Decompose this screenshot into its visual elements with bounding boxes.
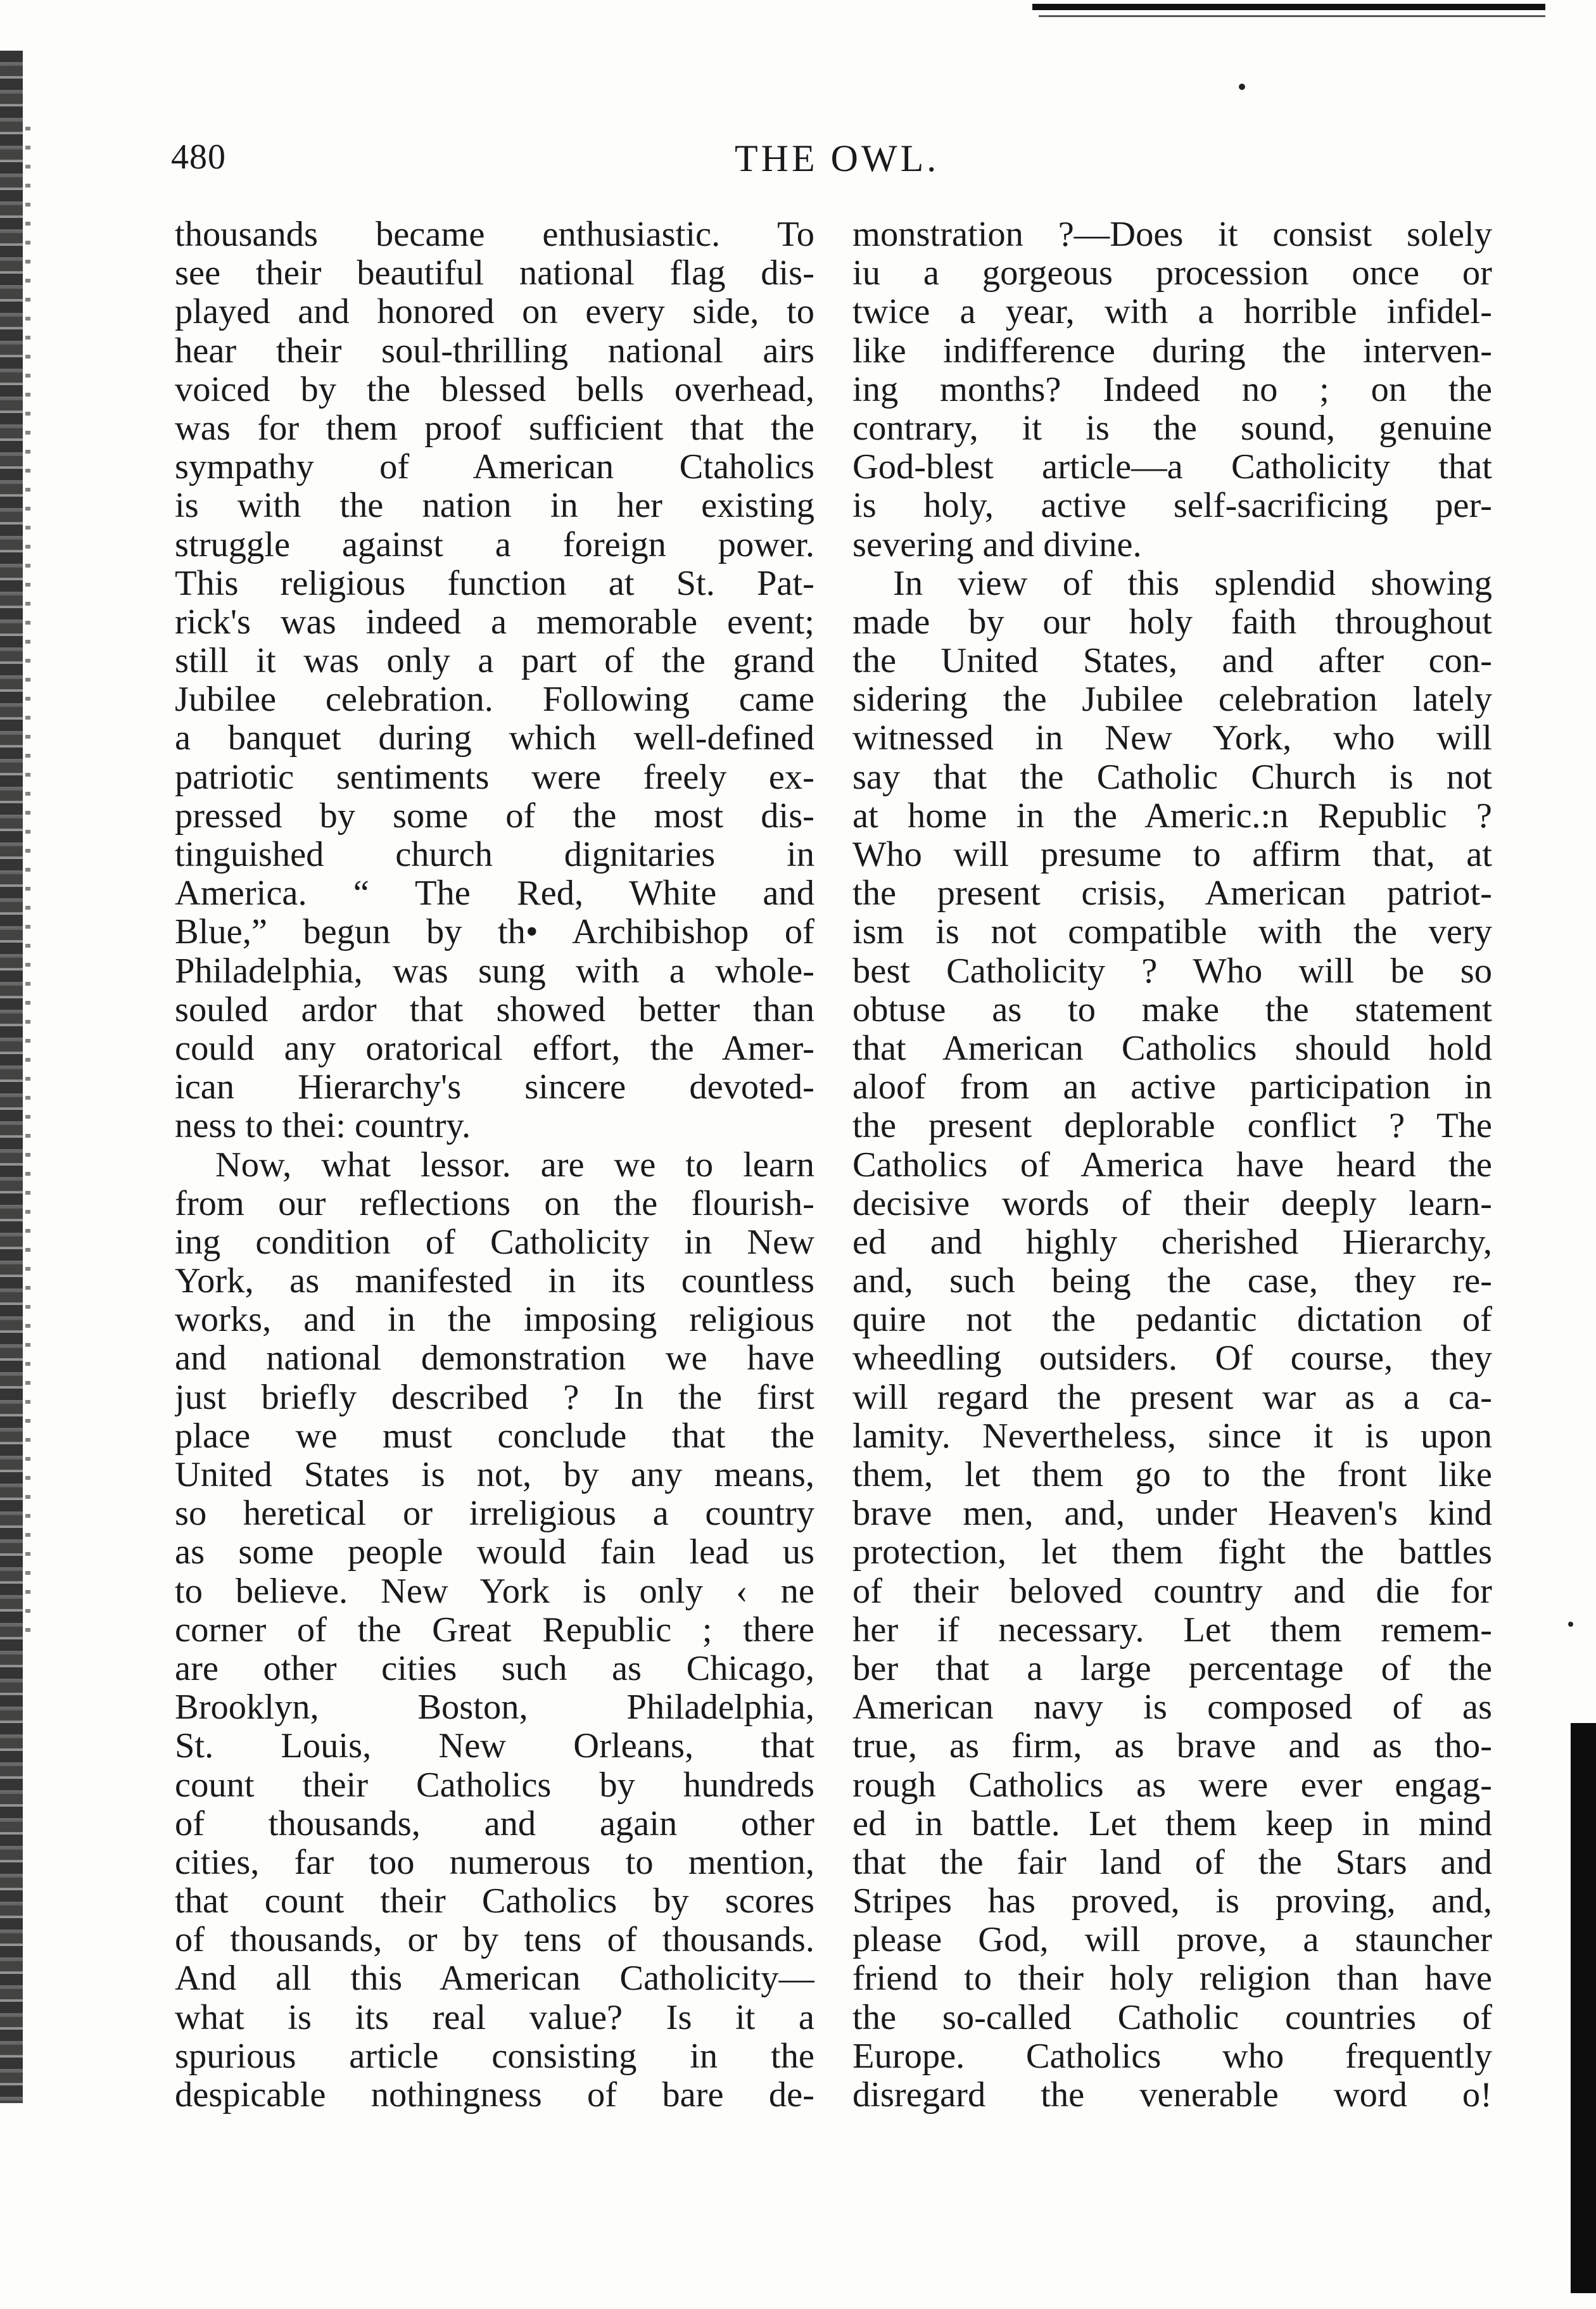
text-line: hear their soul-thrilling national airs <box>175 331 814 371</box>
text-line-paragraph-start: In view of this splendid showing <box>893 564 1492 603</box>
scan-left-edge-marks <box>25 127 30 1647</box>
text-line: ism is not compatible with the very <box>852 913 1492 952</box>
text-line: quire not the pedantic dictation of <box>852 1301 1492 1340</box>
text-line: decisive words of their deeply learn- <box>852 1184 1492 1223</box>
text-line: made by our holy faith throughout <box>852 602 1492 642</box>
text-line-paragraph-start: Now, what lessor. are we to learn <box>215 1145 814 1185</box>
text-line: pressed by some of the most dis- <box>175 796 814 836</box>
text-line: that the fair land of the Stars and <box>852 1843 1492 1882</box>
text-line: Stripes has proved, is proving, and, <box>852 1882 1492 1921</box>
text-line: disregard the venerable word o! <box>852 2076 1492 2115</box>
text-line: could any oratorical effort, the Amer- <box>175 1029 814 1068</box>
text-line: see their beautiful national flag dis- <box>175 254 814 293</box>
text-line: patriotic sentiments were freely ex- <box>175 758 814 797</box>
running-head: THE OWL. <box>735 137 940 179</box>
text-line: monstration ?—Does it consist solely <box>852 215 1492 254</box>
scan-speck <box>1568 1622 1573 1627</box>
text-line: obtuse as to make the statement <box>852 990 1492 1029</box>
text-line: was for them proof sufficient that the <box>175 409 814 448</box>
text-line: Europe. Catholics who frequently <box>852 2037 1492 2076</box>
text-line: corner of the Great Republic ; there <box>175 1610 814 1650</box>
text-line: And all this American Catholicity— <box>175 1959 814 1999</box>
text-line: at home in the Americ.:n Republic ? <box>852 796 1492 836</box>
text-line: say that the Catholic Church is not <box>852 758 1492 797</box>
text-line: voiced by the blessed bells overhead, <box>175 370 814 409</box>
page-number: 480 <box>171 137 226 177</box>
text-line: please God, will prove, a stauncher <box>852 1921 1492 1960</box>
text-line: the present deplorable conflict ? The <box>852 1107 1492 1146</box>
text-line: cities, far too numerous to mention, <box>175 1843 814 1882</box>
text-line: This religious function at St. Pat- <box>175 564 814 603</box>
text-line-paragraph-end: ness to thei: country. <box>175 1107 471 1146</box>
text-line: iu a gorgeous procession once or <box>852 254 1492 293</box>
text-line: like indifference during the interven- <box>852 331 1492 371</box>
text-line: struggle against a foreign power. <box>175 525 814 564</box>
text-line: ber that a large percentage of the <box>852 1649 1492 1688</box>
scan-left-edge-shadow <box>0 51 23 2103</box>
text-line: the present crisis, American patriot- <box>852 874 1492 913</box>
text-line: still it was only a part of the grand <box>175 642 814 681</box>
text-line: Catholics of America have heard the <box>852 1145 1492 1185</box>
text-line: works, and in the imposing religious <box>175 1301 814 1340</box>
text-line: is with the nation in her existing <box>175 487 814 526</box>
scan-right-edge-shadow <box>1571 1723 1596 2293</box>
text-line: true, as firm, as brave and as tho- <box>852 1727 1492 1766</box>
text-line: Blue,” begun by th• Archibishop of <box>175 913 814 952</box>
text-line: rick's was indeed a memorable event; <box>175 602 814 642</box>
text-line: what is its real value? Is it a <box>175 1998 814 2037</box>
text-line: played and honored on every side, to <box>175 293 814 332</box>
text-line: and, such being the case, they re- <box>852 1262 1492 1301</box>
text-line: friend to their holy religion than have <box>852 1959 1492 1999</box>
text-line: America. “ The Red, White and <box>175 874 814 913</box>
text-line: witnessed in New York, who will <box>852 719 1492 758</box>
text-line: them, let them go to the front like <box>852 1456 1492 1494</box>
text-line: so heretical or irreligious a country <box>175 1494 814 1534</box>
text-line: Who will presume to affirm that, at <box>852 836 1492 874</box>
text-line: and national demonstration we have <box>175 1339 814 1378</box>
text-line: Philadelphia, was sung with a whole- <box>175 951 814 991</box>
text-line: despicable nothingness of bare de- <box>175 2076 814 2115</box>
text-line: York, as manifested in its countless <box>175 1262 814 1301</box>
text-line: wheedling outsiders. Of course, they <box>852 1339 1492 1378</box>
text-line: the United States, and after con- <box>852 642 1492 681</box>
text-line: brave men, and, under Heaven's kind <box>852 1494 1492 1534</box>
text-line: as some people would fain lead us <box>175 1533 814 1572</box>
text-line: American navy is composed of as <box>852 1688 1492 1727</box>
text-line: place we must conclude that the <box>175 1416 814 1456</box>
text-line: are other cities such as Chicago, <box>175 1649 814 1688</box>
text-line: aloof from an active participation in <box>852 1068 1492 1107</box>
text-line: St. Louis, New Orleans, that <box>175 1727 814 1766</box>
text-line: of their beloved country and die for <box>852 1572 1492 1611</box>
text-line-paragraph-end: severing and divine. <box>852 525 1142 564</box>
scan-top-rule-thin <box>1039 15 1545 17</box>
text-line: the so-called Catholic countries of <box>852 1998 1492 2037</box>
text-line: ing months? Indeed no ; on the <box>852 370 1492 409</box>
text-line: ed and highly cherished Hierarchy, <box>852 1223 1492 1262</box>
text-line: will regard the present war as a ca- <box>852 1378 1492 1417</box>
text-line: of thousands, and again other <box>175 1804 814 1843</box>
text-line: ican Hierarchy's sincere devoted- <box>175 1068 814 1107</box>
text-line: rough Catholics as were ever engag- <box>852 1765 1492 1805</box>
text-line: God-blest article—a Catholicity that <box>852 448 1492 487</box>
text-line: protection, let them fight the battles <box>852 1533 1492 1572</box>
text-line: tinguished church dignitaries in <box>175 836 814 874</box>
text-line: that count their Catholics by scores <box>175 1882 814 1921</box>
text-line: just briefly described ? In the first <box>175 1378 814 1417</box>
text-line: that American Catholics should hold <box>852 1029 1492 1068</box>
text-line: lamity. Nevertheless, since it is upon <box>852 1416 1492 1456</box>
text-line: her if necessary. Let them remem- <box>852 1610 1492 1650</box>
text-line: a banquet during which well-defined <box>175 719 814 758</box>
text-line: to believe. New York is only ‹ ne <box>175 1572 814 1611</box>
text-line: United States is not, by any means, <box>175 1456 814 1494</box>
text-line: sidering the Jubilee celebration lately <box>852 680 1492 720</box>
text-column-right <box>852 215 1492 2115</box>
text-line: twice a year, with a horrible infidel- <box>852 293 1492 332</box>
text-line: is holy, active self-sacrificing per- <box>852 487 1492 526</box>
scan-speck <box>1239 84 1245 90</box>
text-line: souled ardor that showed better than <box>175 990 814 1029</box>
page-header <box>171 137 1438 188</box>
text-line: ed in battle. Let them keep in mind <box>852 1804 1492 1843</box>
text-line: Jubilee celebration. Following came <box>175 680 814 720</box>
text-line: spurious article consisting in the <box>175 2037 814 2076</box>
text-line: of thousands, or by tens of thousands. <box>175 1921 814 1960</box>
text-column-left <box>175 215 814 2115</box>
text-line: thousands became enthusiastic. To <box>175 215 814 254</box>
text-line: ing condition of Catholicity in New <box>175 1223 814 1262</box>
scan-top-rule <box>1032 4 1545 10</box>
text-line: contrary, it is the sound, genuine <box>852 409 1492 448</box>
text-line: count their Catholics by hundreds <box>175 1765 814 1805</box>
text-line: best Catholicity ? Who will be so <box>852 951 1492 991</box>
text-line: from our reflections on the flourish- <box>175 1184 814 1223</box>
text-line: Brooklyn, Boston, Philadelphia, <box>175 1688 814 1727</box>
text-line: sympathy of American Ctaholics <box>175 448 814 487</box>
